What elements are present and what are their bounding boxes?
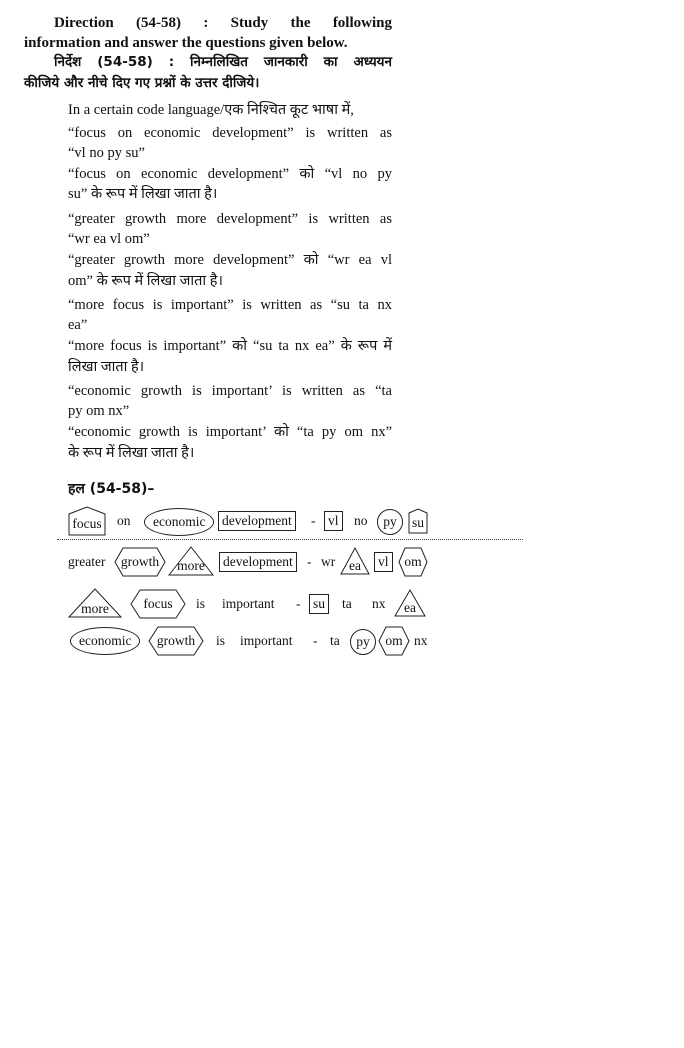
row-2-word-3: more — [177, 558, 205, 573]
row-4-word-5: - — [313, 633, 318, 648]
row-1-word-6: vl — [324, 511, 343, 531]
hexagon-shape — [148, 626, 204, 656]
row-4-word-7: py — [350, 629, 376, 655]
triangle-shape — [340, 547, 370, 575]
statement-1-line1: “focus on economic development” is written as — [68, 125, 392, 141]
row-2-word-1: greater — [68, 554, 106, 569]
row-3-word-5: - — [296, 596, 301, 611]
statement-3-hindi-line1: “more focus is important” को “su ta nx ea” के रूप में — [68, 338, 392, 354]
statement-4-hindi-line1: “economic growth is important’ को “ta py om nx” — [68, 424, 392, 440]
statement-2-hindi-line2: om” के रूप में लिखा जाता है। — [68, 273, 223, 289]
statement-1-hindi-line2: su” के रूप में लिखा जाता है। — [68, 186, 218, 202]
direction-heading-line1: Direction (54-58) : Study the following — [54, 15, 392, 31]
solution-row-2 — [68, 546, 468, 578]
intro-line: In a certain code language/एक निश्चित कूट भाषा में, — [68, 102, 354, 118]
statement-1-line2: “vl no py su” — [68, 145, 145, 161]
row-3-word-3: is — [196, 596, 206, 611]
row-4-word-2: growth — [156, 633, 196, 648]
row-1-word-2: on — [117, 513, 131, 528]
statement-3-hindi-line2: लिखा जाता है। — [68, 359, 145, 375]
hexagon-shape — [398, 547, 428, 577]
hexagon-shape — [378, 626, 410, 656]
row-1-word-3: economic — [144, 508, 214, 536]
row-2-word-2: growth — [120, 554, 160, 569]
hexagon-shape — [130, 589, 186, 619]
pentagon-shape — [68, 506, 106, 536]
row-4-word-9: nx — [414, 633, 428, 648]
triangle-shape — [168, 546, 214, 576]
direction-heading-line2: information and answer the questions given below. — [24, 35, 348, 51]
row-2-word-8: vl — [374, 552, 393, 572]
row-2-word-7: ea — [349, 558, 361, 573]
statement-1-hindi-line1: “focus on economic development” को “vl no py — [68, 166, 392, 182]
triangle-shape — [394, 589, 426, 617]
row-3-word-4: important — [222, 596, 275, 611]
row-4-word-6: ta — [330, 633, 340, 648]
pentagon-shape — [408, 508, 428, 534]
row-3-word-9: ea — [404, 600, 416, 615]
statement-4-hindi-line2: के रूप में लिखा जाता है। — [68, 445, 195, 461]
row-3-word-8: nx — [372, 596, 386, 611]
statement-2-line1: “greater growth more development” is written as — [68, 211, 392, 227]
row-4-word-3: is — [216, 633, 226, 648]
statement-4-line1: “economic growth is important’ is written as “ta — [68, 383, 392, 399]
row-4-word-4: important — [240, 633, 293, 648]
row-4-word-1: economic — [70, 627, 140, 655]
statement-2-hindi-line1: “greater growth more development” को “wr ea vl — [68, 252, 392, 268]
hexagon-shape — [114, 547, 166, 577]
row-1-word-9: su — [411, 515, 424, 530]
row-1-word-7: no — [354, 513, 368, 528]
row-1-word-4: development — [218, 511, 296, 531]
statement-3-line2: ea” — [68, 317, 88, 333]
row-3-word-1: more — [81, 601, 109, 616]
row-4-word-8: om — [385, 633, 403, 648]
row-1-word-1: focus — [72, 516, 102, 531]
dotted-separator — [57, 539, 523, 540]
triangle-shape — [68, 588, 122, 618]
solution-row-3 — [68, 588, 468, 620]
row-2-word-5: - — [307, 554, 312, 569]
statement-4-line2: py om nx” — [68, 403, 130, 419]
statement-3-line1: “more focus is important” is written as “su ta nx — [68, 297, 392, 313]
row-3-word-6: su — [309, 594, 329, 614]
row-1-word-8: py — [377, 509, 403, 535]
row-3-word-2: focus — [143, 596, 173, 611]
statement-2-line2: “wr ea vl om” — [68, 231, 150, 247]
row-2-word-4: development — [219, 552, 297, 572]
solution-heading: हल (54-58)– — [68, 481, 155, 497]
direction-hindi-line2: कीजिये और नीचे दिए गए प्रश्नों के उत्तर दीजिये। — [24, 75, 260, 91]
solution-row-1 — [68, 506, 468, 538]
row-2-word-9: om — [404, 554, 422, 569]
row-2-word-6: wr — [321, 554, 336, 569]
direction-hindi-line1: निर्देश (54-58) : निम्नलिखित जानकारी का अध्ययन — [54, 54, 392, 70]
row-3-word-7: ta — [342, 596, 352, 611]
solution-row-4 — [68, 625, 468, 657]
row-1-word-5: - — [311, 513, 316, 528]
